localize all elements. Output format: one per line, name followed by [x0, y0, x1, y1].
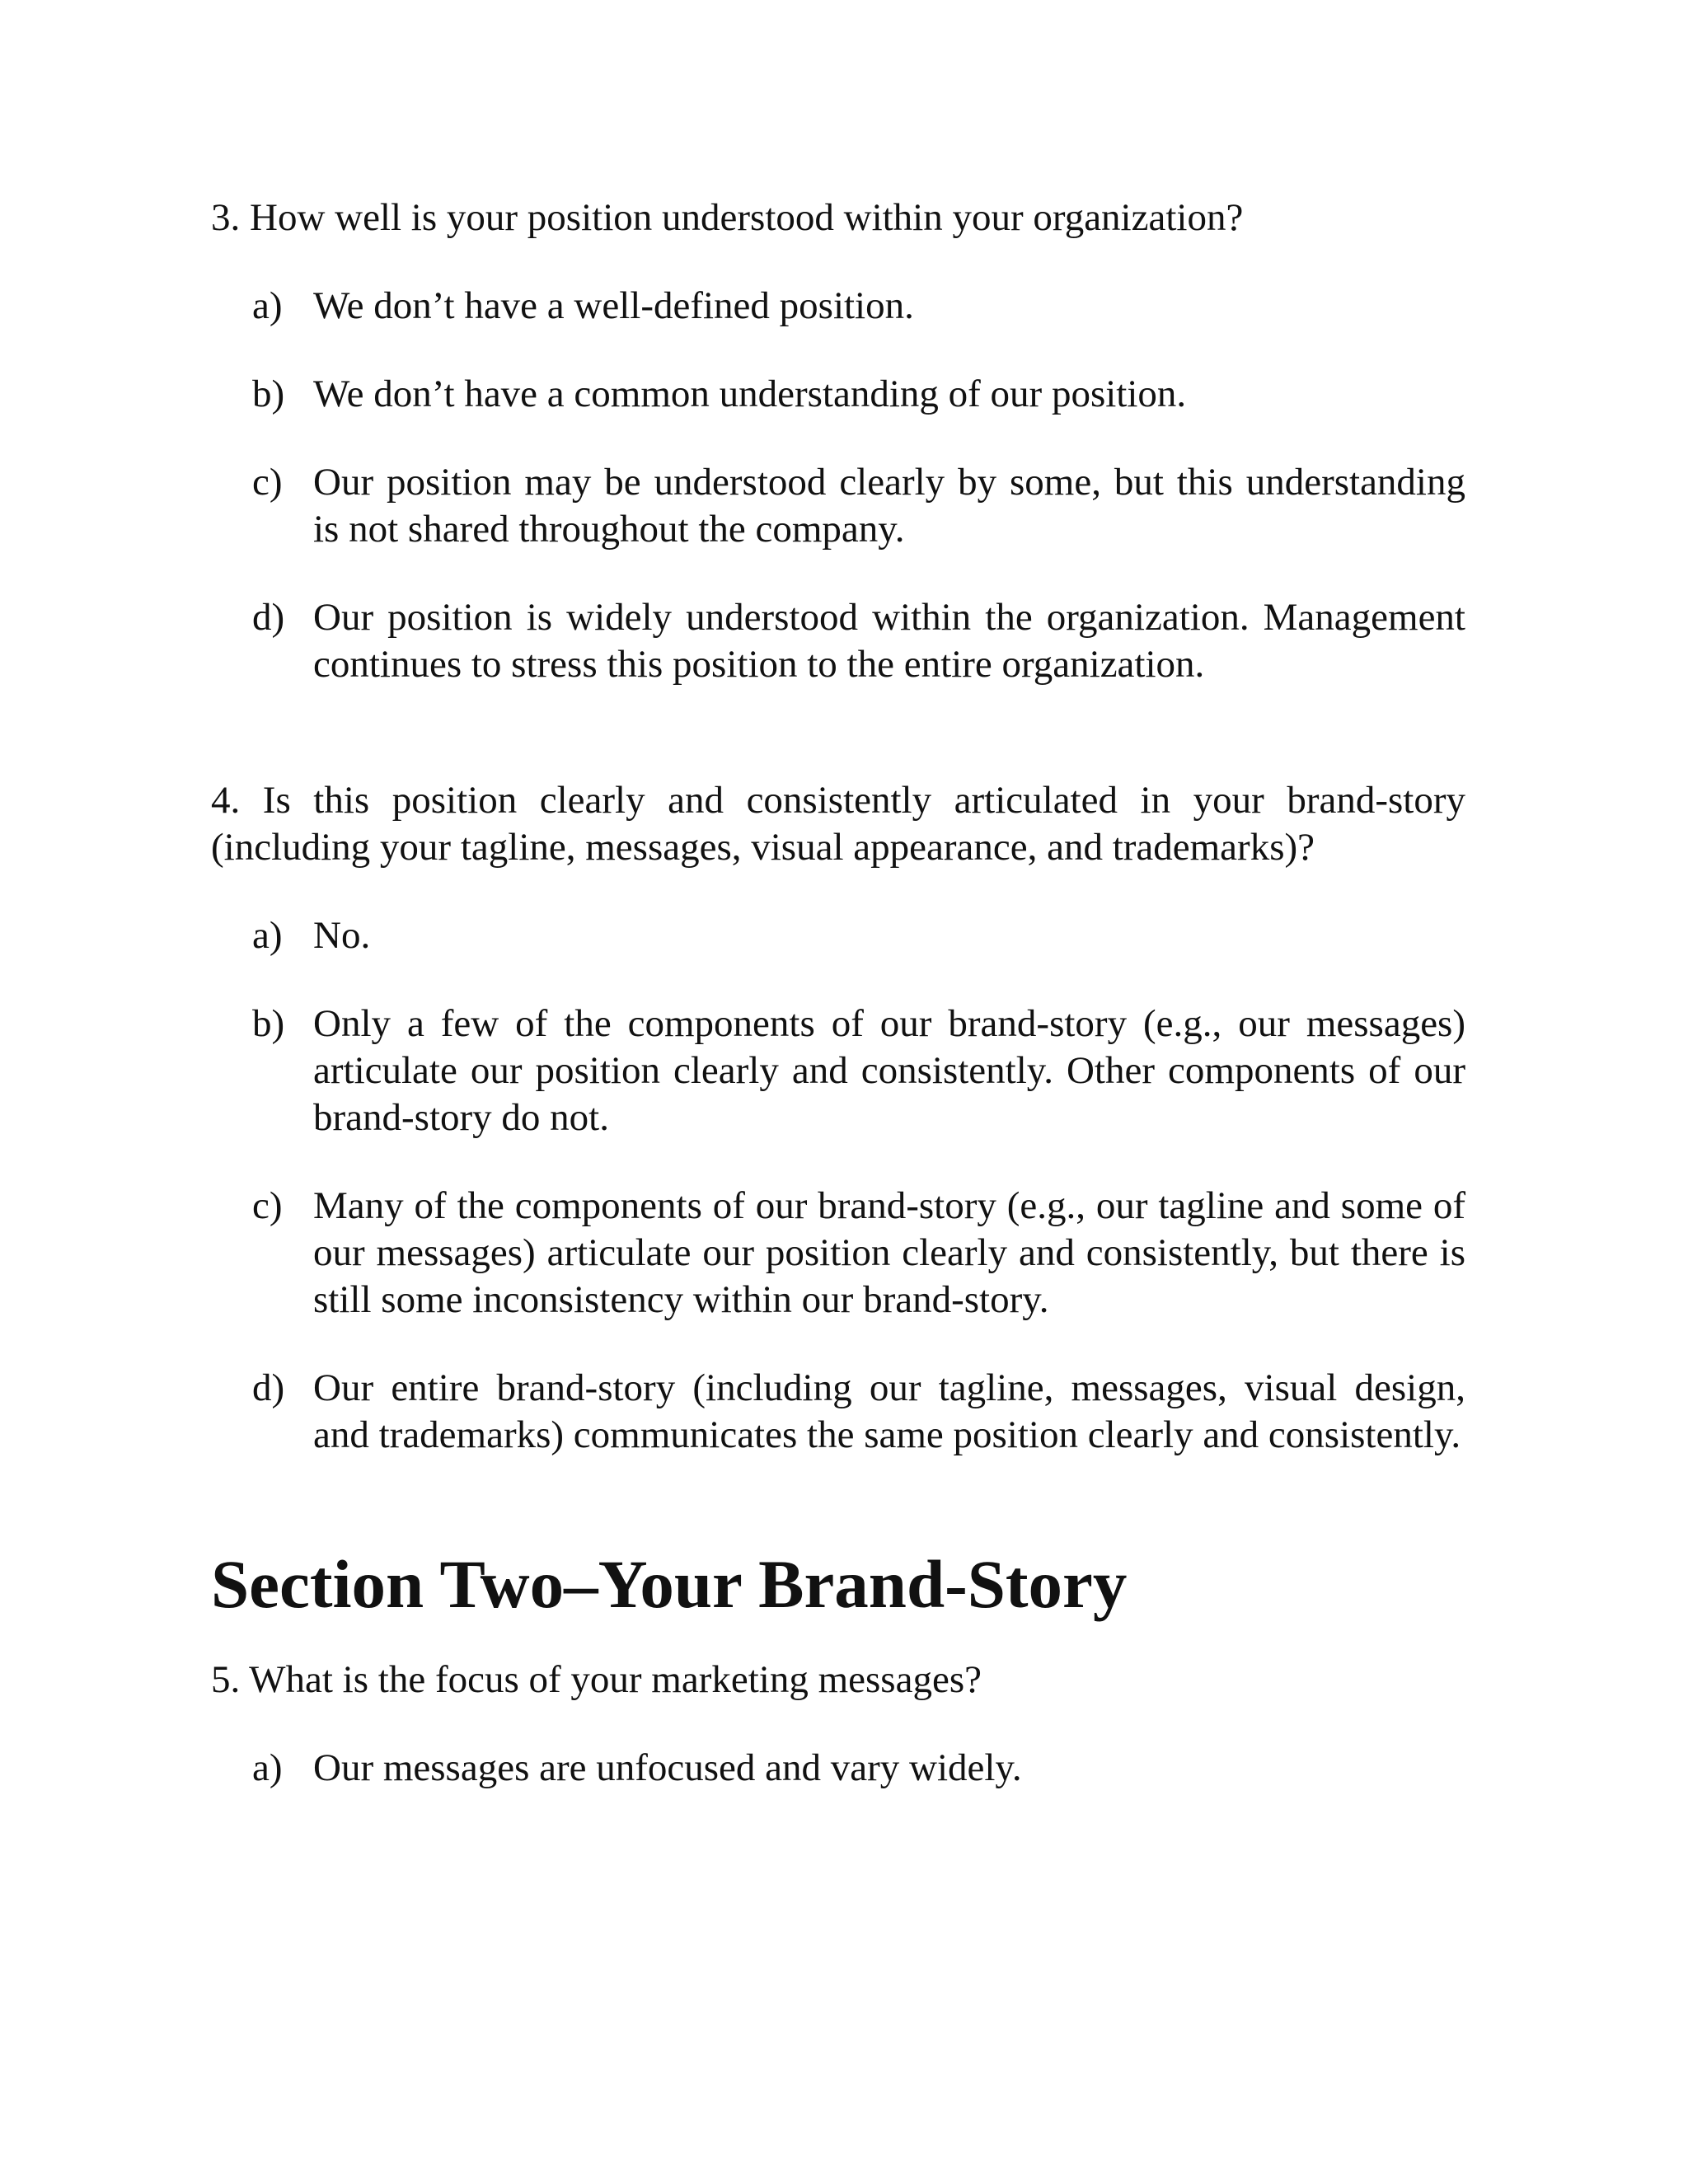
option-letter: b): [252, 1002, 285, 1045]
spacer: [211, 688, 1465, 777]
option-letter: a): [252, 1746, 283, 1789]
question-4: [211, 777, 1465, 1459]
option-text: We don’t have a common understanding of our position.: [313, 373, 1187, 415]
option-text: Our position is widely understood within the organization. Management continues to stress this position to the entire organization.: [313, 596, 1465, 686]
spacer: [211, 1459, 1465, 1544]
question-text: 5. What is the focus of your marketing messages?: [211, 1658, 982, 1701]
option-text: Many of the components of our brand-story (e.g., our tagline and some of our messages) articulate our position clearly and consistently, but there is still some inconsistency within our brand-story.: [313, 1184, 1465, 1321]
option-item: [211, 1001, 1465, 1141]
option-item: [211, 459, 1465, 553]
option-item: [211, 1365, 1465, 1459]
option-letter: a): [252, 914, 283, 957]
question-text: 3. How well is your position understood within your organization?: [211, 196, 1244, 239]
option-item: [211, 371, 1465, 418]
option-item: [211, 1183, 1465, 1324]
option-letter: d): [252, 1366, 285, 1409]
question-5: [211, 1657, 1465, 1792]
option-letter: c): [252, 461, 283, 504]
option-letter: c): [252, 1184, 283, 1227]
option-text: Our entire brand-story (including our tagline, messages, visual design, and trademarks) communicates the same position clearly and consistently.: [313, 1366, 1465, 1456]
option-text: We don’t have a well-defined position.: [313, 284, 914, 327]
option-item: [211, 1745, 1465, 1792]
question-3: [211, 194, 1465, 688]
option-item: [211, 594, 1465, 688]
option-item: [211, 912, 1465, 959]
option-text: Only a few of the components of our brand-story (e.g., our messages) articulate our position clearly and consistently. Other components of our brand-story do not.: [313, 1002, 1465, 1139]
section-heading: Section Two–Your Brand-Story: [211, 1546, 1128, 1622]
option-item: [211, 283, 1465, 330]
option-list: [211, 912, 1465, 1459]
question-text: 4. Is this position clearly and consistently articulated in your brand-story (including your tagline, messages, visual appearance, and trademarks)?: [211, 779, 1465, 869]
option-text: Our messages are unfocused and vary widely.: [313, 1746, 1022, 1789]
option-list: [211, 1745, 1465, 1792]
option-letter: a): [252, 284, 283, 327]
option-letter: b): [252, 373, 285, 415]
document-page: [211, 194, 1465, 1792]
option-text: No.: [313, 914, 371, 957]
option-list: [211, 283, 1465, 688]
option-text: Our position may be understood clearly by some, but this understanding is not shared throughout the company.: [313, 461, 1465, 551]
option-letter: d): [252, 596, 285, 639]
